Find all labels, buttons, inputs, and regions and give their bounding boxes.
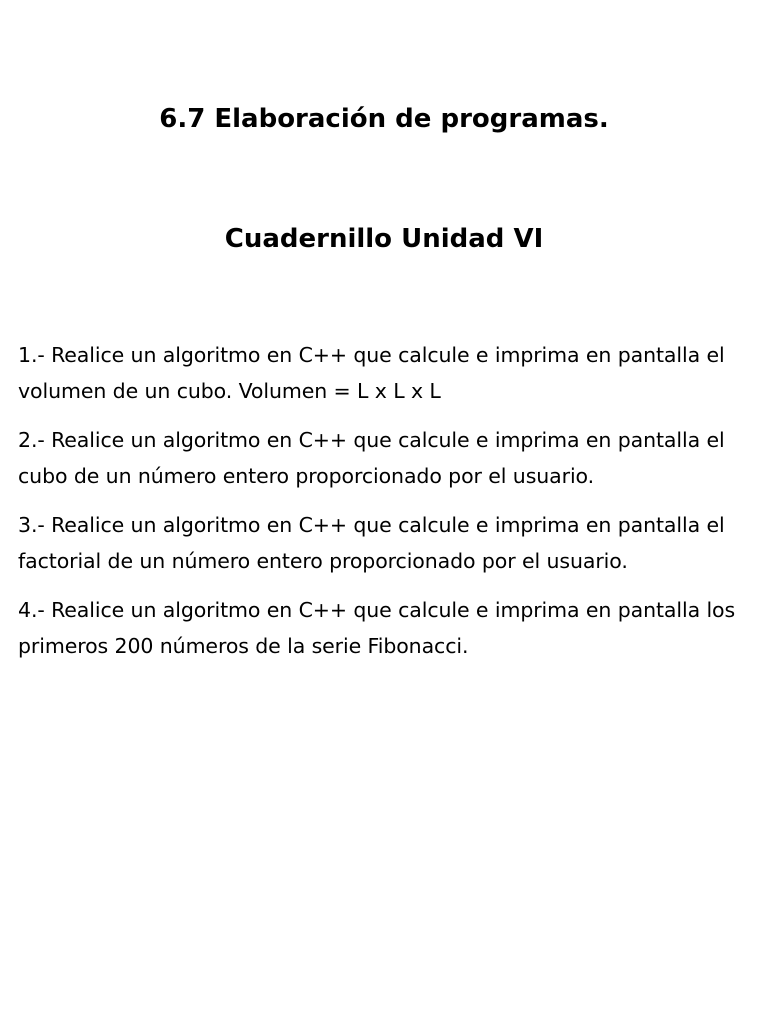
page-subtitle: Cuadernillo Unidad VI [224, 224, 544, 254]
exercise-item-1: 1.- Realice un algoritmo en C++ que calcule e imprima en pantalla el volumen de un cubo. Volumen = L x L x L [18, 343, 725, 403]
exercise-item-3: 3.- Realice un algoritmo en C++ que calcule e imprima en pantalla el factorial de un número entero proporcionado por el usuario. [18, 513, 725, 573]
exercise-list [18, 337, 753, 677]
exercise-item-4: 4.- Realice un algoritmo en C++ que calcule e imprima en pantalla los primeros 200 números de la serie Fibonacci. [18, 598, 736, 658]
page-title: 6.7 Elaboración de programas. [159, 104, 609, 134]
exercise-item-2: 2.- Realice un algoritmo en C++ que calcule e imprima en pantalla el cubo de un número entero proporcionado por el usuario. [18, 428, 725, 488]
